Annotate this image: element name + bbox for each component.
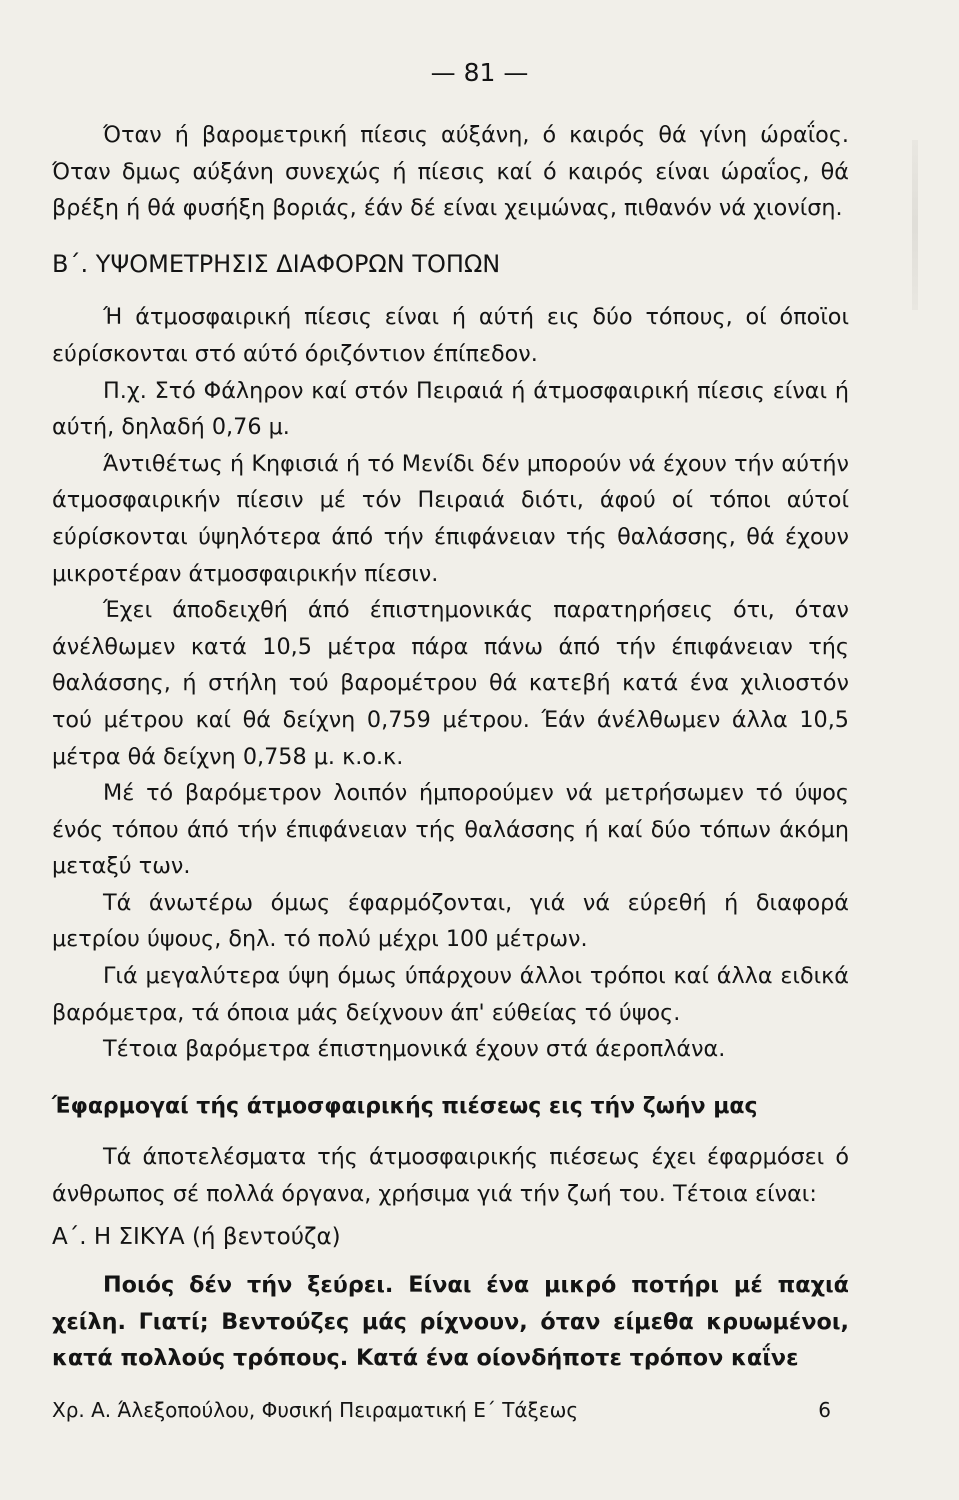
page-footer (52, 1398, 831, 1422)
paragraph-barometer-weather: Όταν ή βαρομετρική πίεσις αύξάνη, ό καιρός θά γίνη ώραΐος. Όταν δμως αύξάνη συνεχώς ή πίεσις καί ό καιρός είναι ώραΐος, θά βρέξη ή θά φυσήξη βοριάς, έάν δέ είναι χειμώνας, πιθανόν νά χιονίση. (52, 122, 849, 222)
scan-edge-shadow (912, 140, 918, 310)
subheading-sikya: Α΄. Η ΣΙΚΥΑ (ή βεντούζα) (52, 1223, 341, 1250)
paragraph-same-level: Ή άτμοσφαιρική πίεσις είναι ή αύτή εις δύο τόπους, οί όποϊοι εύρίσκονται στό αύτό όριζόντιον έπίπεδον. (52, 304, 849, 367)
paragraph-measure-height: Μέ τό βαρόμετρον λοιπόν ήμπορούμεν νά μετρήσωμεν τό ύψος ένός τόπου άπό τήν έπιφάνειαν τής θαλάσσης ή καί δύο τόπων άκόμη μεταξύ των. (52, 780, 849, 880)
paragraph-example-faliro: Π.χ. Στό Φάληρον καί στόν Πειραιά ή άτμοσφαιρική πίεσις είναι ή αύτή, δηλαδή 0,76 μ. (52, 377, 849, 441)
page-number: — 81 — (430, 58, 529, 87)
page-body (52, 117, 849, 1377)
paragraph-greater-heights: Γιά μεγαλύτερα ύψη όμως ύπάρχουν άλλοι τρόποι καί άλλα ειδικά βαρόμετρα, τά όποια μάς δείχνουν άπ' εύθείας τό ύψος. (52, 963, 849, 1026)
footer-book-title: Χρ. Α. Άλεξοπούλου, Φυσική Πειραματική Ε΄ Τάξεως (52, 1398, 579, 1422)
paragraph-moderate-height: Τά άνωτέρω όμως έφαρμόζονται, γιά νά εύρεθή ή διαφορά μετρίου ύψους, δηλ. τό πολύ μέχρι 100 μέτρων. (52, 889, 849, 953)
paragraph-ventouza: Ποιός δέν τήν ξεύρει. Είναι ένα μικρό ποτήρι μέ παχιά χείλη. Γιατί; Βεντούζες μάς ρίχνουν, όταν είμεθα κρυωμένοι, κατά πολλούς τρόπους. Κατά ένα οίονδήποτε τρόπον καΐνε (52, 1272, 849, 1372)
paragraph-kifisia-menidi: Άντιθέτως ή Κηφισιά ή τό Μενίδι δέν μπορούν νά έχουν τήν αύτήν άτμοσφαιρικήν πίεσιν μέ τόν Πειραιά διότι, άφού οί τόποι αύτοί εύρίσκονται ύψηλότερα άπό τήν έπιφάνειαν τής θαλάσσης, θά έχουν μικροτέραν άτμοσφαιρικήν πίεσιν. (52, 450, 849, 587)
paragraph-height-pressure-rule: Έχει άποδειχθή άπό έπιστημονικάς παρατηρήσεις ότι, όταν άνέλθωμεν κατά 10,5 μέτρα πάρα πάνω άπό τήν έπιφάνειαν τής θαλάσσης, ή στήλη τού βαρομέτρου θά κατεβή κατά ένα χιλιοστόν τού μέτρου καί θά δείχνη 0,759 μέτρου. Έάν άνέλθωμεν άλλα 10,5 μέτρα θά δείχνη 0,758 μ. κ.ο.κ. (52, 597, 849, 770)
footer-signature-mark: 6 (818, 1398, 831, 1422)
paragraph-applications-intro: Τά άποτελέσματα τής άτμοσφαιρικής πιέσεως έχει έφαρμόσει ό άνθρωπος σέ πολλά όργανα, χρήσιμα γιά τήν ζωή του. Τέτοια είναι: (52, 1144, 849, 1208)
section-heading-applications: Έφαρμογαί τής άτμοσφαιρικής πιέσεως εις τήν ζωήν μας (52, 1093, 758, 1119)
paragraph-airplanes: Τέτοια βαρόμετρα έπιστημονικά έχουν στά άεροπλάνα. (103, 1036, 726, 1063)
section-heading-altimetry: Β΄. ΥΨΟΜΕΤΡΗΣΙΣ ΔΙΑΦΟΡΩΝ ΤΟΠΩΝ (52, 249, 501, 278)
